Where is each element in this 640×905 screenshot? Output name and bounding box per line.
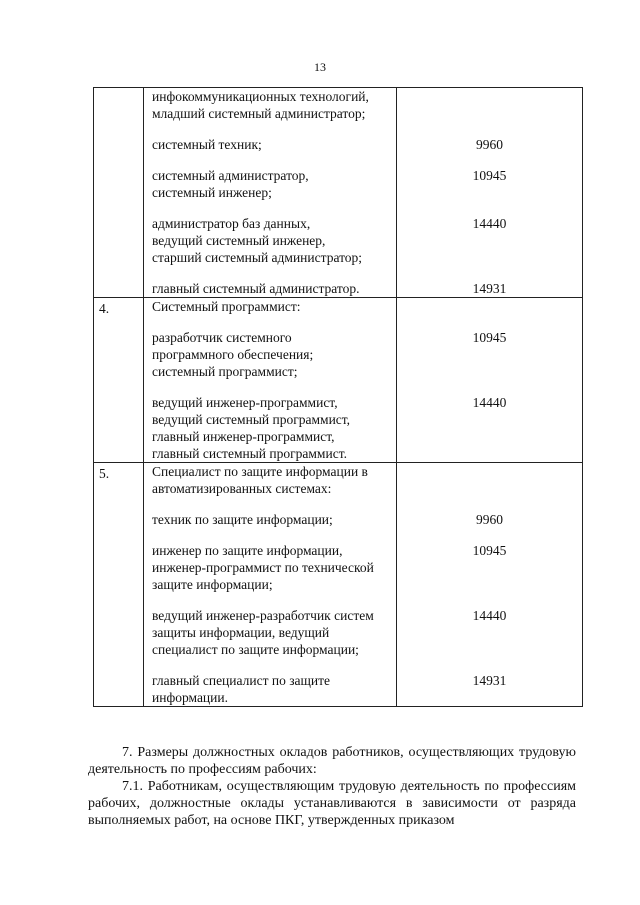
table-row: [94, 463, 583, 707]
position-line: системный техник;: [152, 137, 262, 152]
position-line: защиты информации, ведущий: [152, 625, 330, 640]
position-line: младший системный администратор;: [152, 106, 366, 121]
position-line: техник по защите информации;: [152, 512, 333, 527]
position-entry: [152, 329, 390, 380]
salary-value: 14440: [472, 395, 507, 410]
position-line: Специалист по защите информации в: [152, 464, 368, 479]
position-line: Системный программист:: [152, 299, 301, 314]
position-line: инженер-программист по технической: [152, 560, 374, 575]
position-line: ведущий системный инженер,: [152, 233, 326, 248]
position-line: ведущий инженер-разработчик систем: [152, 608, 374, 623]
position-line: системный инженер;: [152, 185, 272, 200]
position-line: защите информации;: [152, 577, 273, 592]
paragraph: 7. Размеры должностных окладов работников, осуществляющих трудовую деятельность по профессиям рабочих:: [88, 745, 576, 777]
salary-value: 14440: [472, 216, 507, 231]
salary-value: 10945: [472, 330, 507, 345]
position-line: разработчик системного: [152, 330, 292, 345]
row-number: 5.: [94, 463, 144, 707]
position-line: ведущий системный программист,: [152, 412, 351, 427]
position-line: администратор баз данных,: [152, 216, 311, 231]
position-entry: [152, 215, 390, 266]
position-line: специалист по защите информации;: [152, 642, 359, 657]
salary-table: [93, 87, 583, 707]
salary-value: 14931: [472, 673, 507, 688]
table-row: [94, 88, 583, 298]
position-entry: [152, 394, 390, 462]
position-line: инфокоммуникационных технологий,: [152, 89, 369, 104]
position-line: главный системный администратор.: [152, 281, 360, 296]
position-entry: [152, 280, 390, 297]
position-line: информации.: [152, 690, 228, 705]
position-line: ведущий инженер-программист,: [152, 395, 338, 410]
salary-value: 14931: [472, 281, 507, 296]
salary-value: 10945: [472, 168, 507, 183]
position-line: главный инженер-программист,: [152, 429, 335, 444]
row-number: [94, 88, 144, 298]
position-line: главный специалист по защите: [152, 673, 331, 688]
position-line: программного обеспечения;: [152, 347, 314, 362]
page-number: 13: [314, 60, 326, 74]
position-entry: [152, 463, 390, 497]
position-entry: [152, 607, 390, 658]
position-line: системный администратор,: [152, 168, 309, 183]
position-line: главный системный программист.: [152, 446, 347, 461]
position-entry: [152, 88, 390, 122]
table-row: [94, 298, 583, 463]
body-text: [88, 744, 576, 829]
salary-value: 9960: [476, 512, 503, 527]
salary-value: 14440: [472, 608, 507, 623]
position-line: старший системный администратор;: [152, 250, 363, 265]
position-entry: [152, 542, 390, 593]
position-line: инженер по защите информации,: [152, 543, 343, 558]
row-number: 4.: [94, 298, 144, 463]
position-cell: [144, 88, 397, 298]
position-cell: [144, 463, 397, 707]
position-entry: [152, 167, 390, 201]
salary-cell: [397, 463, 583, 707]
position-line: автоматизированных системах:: [152, 481, 332, 496]
position-line: системный программист;: [152, 364, 298, 379]
position-entry: [152, 511, 390, 528]
salary-cell: [397, 88, 583, 298]
salary-cell: [397, 298, 583, 463]
position-entry: [152, 298, 390, 315]
paragraph: 7.1. Работникам, осуществляющим трудовую деятельность по профессиям рабочих, должностные оклады устанавливаются в зависимости от разряда выполняемых работ, на основе ПКГ, утвержденных приказом: [88, 779, 576, 828]
position-entry: [152, 136, 390, 153]
table-body: [94, 88, 583, 707]
position-entry: [152, 672, 390, 706]
salary-value: 10945: [472, 543, 507, 558]
salary-value: 9960: [476, 137, 503, 152]
position-cell: [144, 298, 397, 463]
